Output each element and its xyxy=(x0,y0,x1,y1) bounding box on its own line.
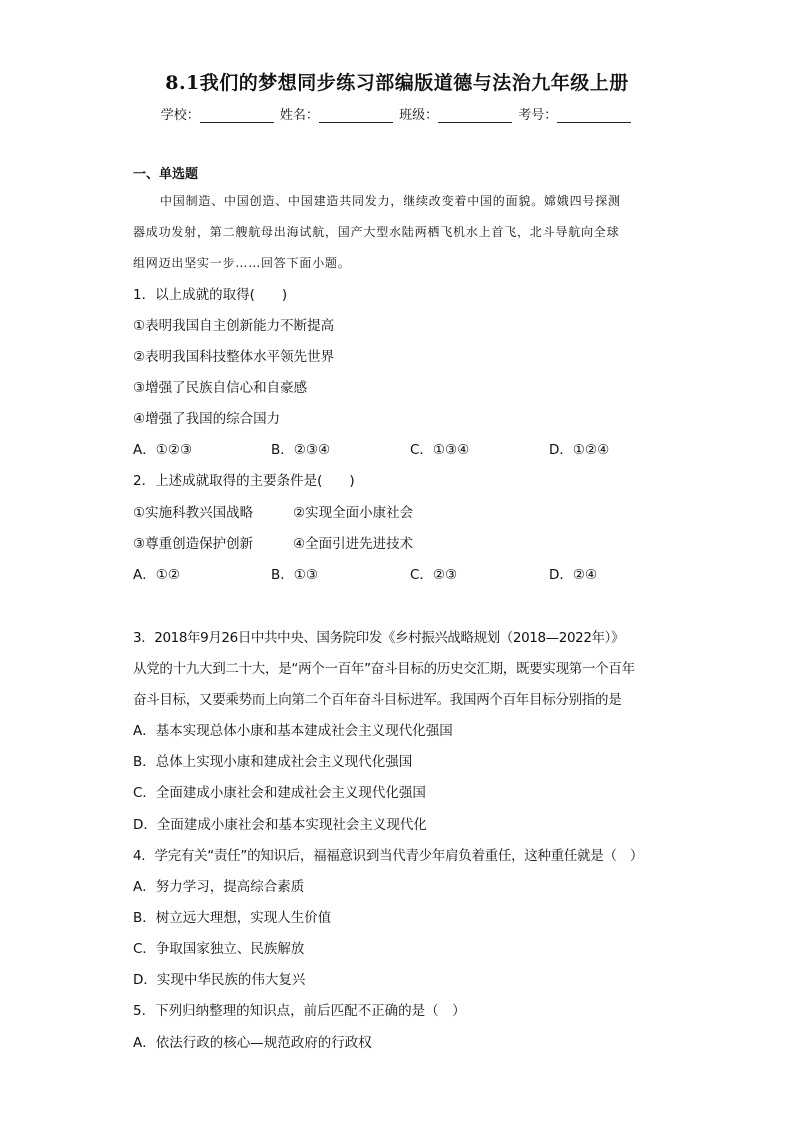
section-heading: 一、单选题 xyxy=(133,167,199,182)
question-4-stem: 4．学完有关“责任”的知识后，福福意识到当代青少年肩负着重任，这种重任就是（ ） xyxy=(133,848,644,864)
exam-no-label: 考号： xyxy=(518,108,558,123)
passage-line: 组网迈出坚实一步……回答下面小题。 xyxy=(133,256,351,270)
q2-item: ③尊重创造保护创新 xyxy=(133,536,254,552)
class-label: 班级： xyxy=(399,108,439,123)
q4-option-a[interactable]: A．努力学习，提高综合素质 xyxy=(133,879,305,895)
q1-option-c[interactable]: C．①③④ xyxy=(410,442,470,458)
q2-option-a[interactable]: A．①② xyxy=(133,567,180,583)
question-5-stem: 5．下列归纳整理的知识点，前后匹配不正确的是（ ） xyxy=(133,1003,466,1019)
exam-no-blank[interactable] xyxy=(557,108,631,123)
q4-option-b[interactable]: B．树立远大理想，实现人生价值 xyxy=(133,910,332,926)
passage-line: 器成功发射，第二艘航母出海试航，国产大型水陆两栖飞机水上首飞，北斗导航向全球 xyxy=(133,225,620,239)
class-blank[interactable] xyxy=(438,108,512,123)
question-3-stem: 奋斗目标，又要乘势而上向第二个百年奋斗目标进军。我国两个百年目标分别指的是 xyxy=(133,692,622,708)
question-1-stem: 1．以上成就的取得( ) xyxy=(133,287,288,303)
question-3-stem: 3．2018年9月26日中共中央、国务院印发《乡村振兴战略规划（2018—2022年）》 xyxy=(133,630,625,646)
page-title: 8.1我们的梦想同步练习部编版道德与法治九年级上册 xyxy=(165,72,629,94)
q2-item: ②实现全面小康社会 xyxy=(293,505,414,521)
q1-item: ①表明我国自主创新能力不断提高 xyxy=(133,318,335,334)
q3-option-c[interactable]: C．全面建成小康社会和建成社会主义现代化强国 xyxy=(133,785,426,801)
question-2-stem: 2．上述成就取得的主要条件是( ) xyxy=(133,473,355,489)
school-label: 学校： xyxy=(160,108,200,123)
q2-option-c[interactable]: C．②③ xyxy=(410,567,458,583)
name-blank[interactable] xyxy=(319,108,393,123)
q5-option-a[interactable]: A．依法行政的核心—规范政府的行政权 xyxy=(133,1035,372,1051)
q2-option-d[interactable]: D．②④ xyxy=(549,567,598,583)
student-info-line xyxy=(0,104,794,123)
school-blank[interactable] xyxy=(200,108,274,123)
passage-line: 中国制造、中国创造、中国建造共同发力，继续改变着中国的面貌。嫦娥四号探测 xyxy=(160,194,621,208)
q1-option-a[interactable]: A．①②③ xyxy=(133,442,193,458)
q1-item: ③增强了民族自信心和自豪感 xyxy=(133,380,308,396)
q4-option-d[interactable]: D．实现中华民族的伟大复兴 xyxy=(133,972,306,988)
q2-option-b[interactable]: B．①③ xyxy=(271,567,318,583)
q2-item: ④全面引进先进技术 xyxy=(293,536,414,552)
q1-item: ④增强了我国的综合国力 xyxy=(133,411,281,427)
q3-option-a[interactable]: A．基本实现总体小康和基本建成社会主义现代化强国 xyxy=(133,723,453,739)
question-3-stem: 从党的十九大到二十大，是“两个一百年”奋斗目标的历史交汇期，既要实现第一个百年 xyxy=(133,661,635,677)
name-label: 姓名： xyxy=(279,108,319,123)
q2-item: ①实施科教兴国战略 xyxy=(133,505,254,521)
q1-item: ②表明我国科技整体水平领先世界 xyxy=(133,349,335,365)
q3-option-d[interactable]: D．全面建成小康社会和基本实现社会主义现代化 xyxy=(133,817,427,833)
q1-option-b[interactable]: B．②③④ xyxy=(271,442,331,458)
q3-option-b[interactable]: B．总体上实现小康和建成社会主义现代化强国 xyxy=(133,754,413,770)
q4-option-c[interactable]: C．争取国家独立、民族解放 xyxy=(133,941,305,957)
q1-option-d[interactable]: D．①②④ xyxy=(549,442,610,458)
